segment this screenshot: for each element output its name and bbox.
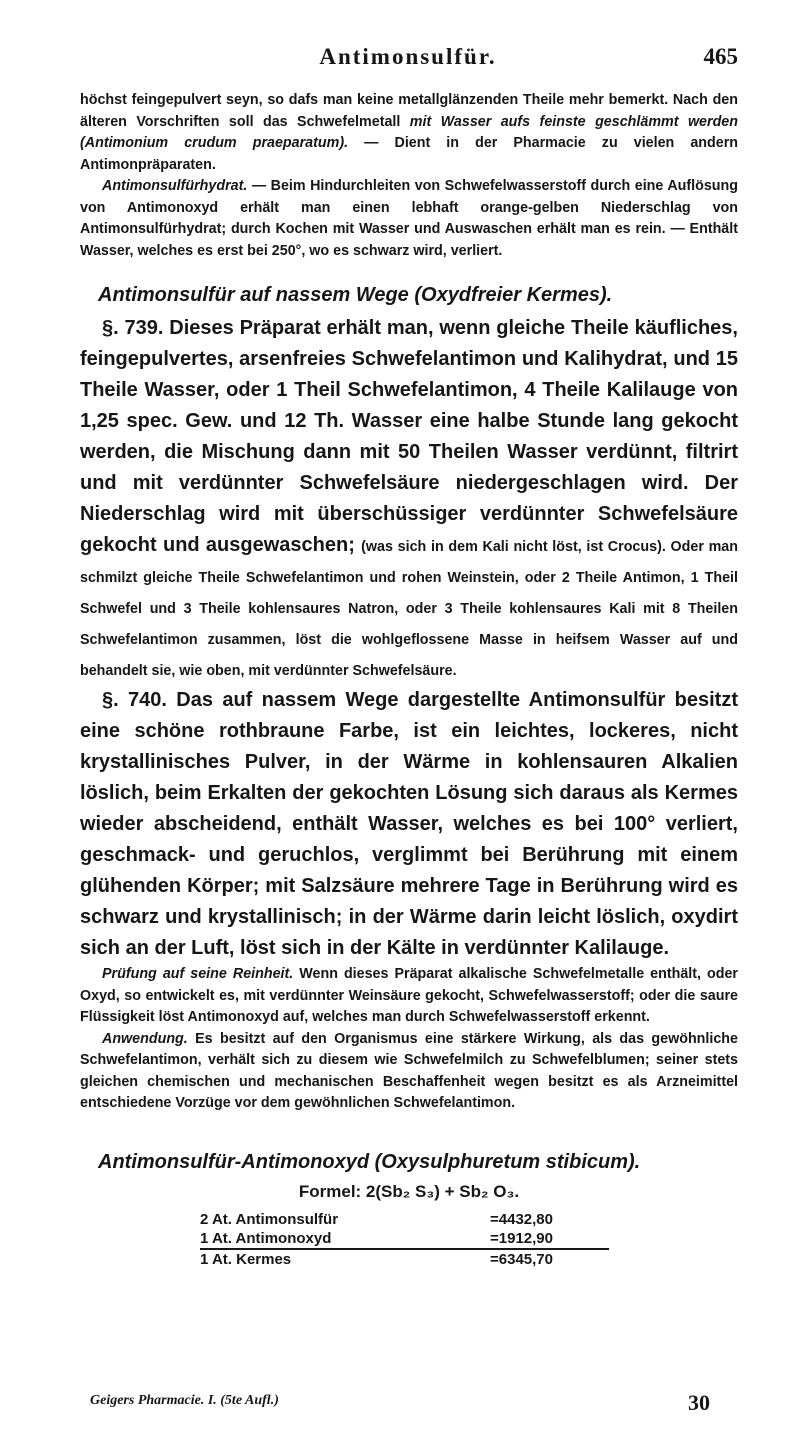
total-label: 1 At. Kermes (200, 1249, 490, 1269)
paragraph-anwendung (80, 1029, 738, 1115)
term-pruefung: Prüfung auf seine Reinheit. (102, 966, 294, 982)
signature-line: Geigers Pharmacie. I. (5te Aufl.) (90, 1393, 279, 1408)
sheet-number: 30 (688, 1390, 710, 1415)
paragraph-text: Wenn dieses Präparat alkalische Schwefelmetalle enthält, oder Oxyd, so entwickelt es, mit verdünnter Weinsäure gekocht, Schwefelwasserstoff; oder die saure Flüssigkeit löst Antimonoxyd auf, welches man durch Schwefelwasserstoff erkennt. (80, 966, 739, 1025)
row-value: 1912,90 (498, 1229, 553, 1247)
row-equals: = (490, 1210, 499, 1228)
term-hydrat: Antimonsulfürhydrat. (102, 178, 248, 194)
page-footer (90, 1390, 710, 1419)
page-header (78, 44, 738, 74)
table-row (200, 1229, 609, 1249)
paragraph-continuation (80, 90, 738, 176)
section-740 (80, 685, 738, 964)
row-value: 4432,80 (498, 1210, 553, 1228)
total-value: 6345,70 (499, 1249, 609, 1269)
paragraph-hydrat (80, 176, 738, 262)
section-heading-kermes: Antimonsulfür auf nassem Wege (Oxydfreier Kermes). (98, 284, 613, 306)
total-equals: = (490, 1250, 499, 1268)
section-number: §. 739. (102, 317, 164, 339)
running-title: Antimonsulfür. (319, 44, 497, 69)
section-739 (80, 313, 738, 685)
section-text: Das auf nassem Wege dargestellte Antimonsulfür besitzt eine schöne rothbraune Farbe, ist ein leichtes, lockeres, nicht krystallinisches Pulver, in der Wärme in kohlensauren Alkalien löslich, beim Erkalten der gekochten Lösung sich daraus als Kermes wieder abscheidend, enthält Wasser, welches es bei 100° verliert, geschmack- und geruchlos, verglimmt bei Berührung mit einem glühenden Körper; mit Salzsäure mehrere Tage in Berührung wird es schwarz und krystallinisch; in der Wärme darin leicht löslich, oxydirt sich an der Luft, löst sich in der Kälte in verdünnter Kalilauge. (80, 689, 738, 959)
row-label: 2 At. Antimonsulfür (200, 1210, 339, 1228)
page-number: 465 (703, 44, 738, 69)
section-heading-oxysulphuretum: Antimonsulfür-Antimonoxyd (Oxysulphuretum stibicum). (98, 1150, 641, 1173)
paragraph-text: Es besitzt auf den Organismus eine stärkere Wirkung, als das gewöhnliche Schwefelantimon, verhält sich zu diesem wie Schwefelmilch zu Schwefelblumen; seiner stets gleichen chemischen und mechanischen Beschaffenheit wegen besitzt es als Arzneimittel entschiedene Vorzüge vor dem gewöhnlichen Schwefelantimon. (80, 1030, 738, 1111)
table-row (200, 1210, 609, 1229)
composition-table (200, 1210, 609, 1269)
paragraph-pruefung (80, 964, 738, 1029)
total-row (200, 1249, 609, 1269)
term-anwendung: Anwendung. (102, 1030, 188, 1047)
paragraph-text: — Beim Hindurchleiten von Schwefelwasserstoff durch eine Auflösung von Antimonoxyd erhält man einen lebhaft orange-gelben Niederschlag von Antimonsulfürhydrat; durch Kochen mit Wasser und Auswaschen erhält man es rein. — Enthält Wasser, welches es erst bei 250°, wo es schwarz wird, verliert. (80, 178, 738, 259)
chemical-formula: Formel: 2(Sb₂ S₃) + Sb₂ O₃. (298, 1181, 520, 1201)
text-run: — Dient in der Pharmacie zu vielen andern Antimonpräparaten. (80, 135, 739, 173)
section-note: (was sich in dem Kali nicht löst, ist Crocus). Oder man schmilzt gleiche Theile Schwefelantimon und rohen Weinstein, oder 2 Theile Antimon, 1 Theil Schwefel und 3 Theile kohlensaures Natron, oder 3 Theile kohlensaures Kali mit 8 Theilen Schwefelantimon zusammen, löst die wohlgeflossene Masse in heifsem Wasser auf und behandelt sie, wie oben, mit verdünnter Schwefelsäure. (80, 539, 738, 679)
page-content (80, 90, 738, 1269)
row-label: 1 At. Antimonoxyd (200, 1229, 332, 1247)
text-run: höchst feingepulvert seyn, so dafs man keine metallglänzenden Theile mehr bemerkt. Nach den älteren Vorschriften soll das Schwefelmetall (80, 92, 738, 130)
italic-run: mit Wasser aufs feinste geschlämmt werden (Antimonium crudum praeparatum). (80, 113, 738, 151)
section-number: §. 740. (102, 689, 167, 711)
row-equals: = (490, 1229, 499, 1247)
section-text: Dieses Präparat erhält man, wenn gleiche Theile käufliches, feingepulvertes, arsenfreies Schwefelantimon und Kalihydrat, und 15 Theile Wasser, oder 1 Theil Schwefelantimon, 4 Theile Kalilauge von 1,25 spec. Gew. und 12 Th. Wasser eine halbe Stunde lang gekocht werden, die Mischung dann mit 50 Theilen Wasser verdünnt, filtrirt und mit verdünnter Schwefelsäure niedergeschlagen wird. Der Niederschlag wird mit überschüssiger verdünnter Schwefelsäure gekocht und ausgewaschen; (80, 317, 738, 556)
